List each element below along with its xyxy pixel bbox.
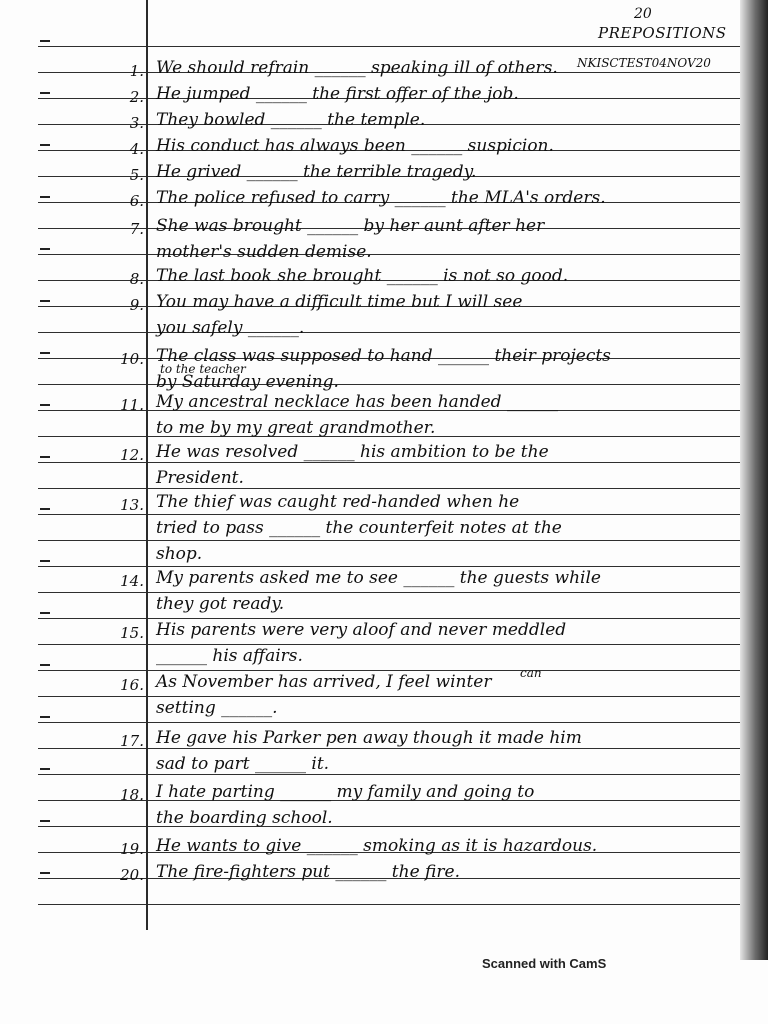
binding-mark — [40, 716, 50, 718]
question-text-line: As November has arrived, I feel winter — [156, 672, 492, 692]
binding-mark — [40, 508, 50, 510]
question-text-line: shop. — [156, 544, 203, 564]
binding-mark — [40, 768, 50, 770]
question-text-line: He wants to give ______ smoking as it is hazardous. — [156, 836, 598, 856]
rule-line — [38, 540, 740, 541]
question-number: 7. — [129, 220, 144, 238]
question-number: 6. — [129, 192, 144, 210]
binding-mark — [40, 92, 50, 94]
rule-line — [38, 566, 740, 567]
question-text-line: The police refused to carry ______ the MLA's orders. — [156, 188, 606, 208]
question-text-line: His parents were very aloof and never meddled — [156, 620, 567, 640]
question-text-line: My ancestral necklace has been handed ______ — [156, 392, 558, 412]
q16-inserted-note: can — [520, 666, 542, 680]
question-text-line: They bowled ______ the temple. — [156, 110, 426, 130]
binding-mark — [40, 872, 50, 874]
question-number: 1. — [129, 62, 144, 80]
rule-line — [38, 332, 740, 333]
q10-inserted-note: to the teacher — [160, 362, 246, 376]
question-number: 17. — [120, 732, 144, 750]
binding-mark — [40, 352, 50, 354]
binding-mark — [40, 404, 50, 406]
question-number: 13. — [120, 496, 144, 514]
question-number: 10. — [120, 350, 144, 368]
rule-line — [38, 826, 740, 827]
question-text-line: ______ his affairs. — [156, 646, 303, 666]
question-text-line: The thief was caught red-handed when he — [156, 492, 520, 512]
rule-line — [38, 618, 740, 619]
question-number: 20. — [120, 866, 144, 884]
binding-mark — [40, 40, 50, 42]
question-text-line: I hate parting ______ my family and going to — [156, 782, 535, 802]
binding-mark — [40, 612, 50, 614]
question-text-line: My parents asked me to see ______ the guests while — [156, 568, 601, 588]
binding-mark — [40, 664, 50, 666]
question-text-line: You may have a difficult time but I will see — [156, 292, 523, 312]
page-edge-shadow — [740, 0, 768, 960]
question-number: 18. — [120, 786, 144, 804]
rule-line — [38, 46, 740, 47]
question-number: 11. — [120, 396, 144, 414]
question-text-line: The last book she brought ______ is not so good. — [156, 266, 569, 286]
question-text-line: mother's sudden demise. — [156, 242, 372, 262]
question-text-line: sad to part ______ it. — [156, 754, 330, 774]
question-text-line: He was resolved ______ his ambition to be the — [156, 442, 549, 462]
question-text-line: He jumped ______ the first offer of the job. — [156, 84, 519, 104]
binding-mark — [40, 144, 50, 146]
page-title: PREPOSITIONS — [598, 24, 727, 42]
question-number: 2. — [129, 88, 144, 106]
rule-line — [38, 774, 740, 775]
rule-line — [38, 670, 740, 671]
question-number: 19. — [120, 840, 144, 858]
binding-mark — [40, 560, 50, 562]
rule-line — [38, 722, 740, 723]
rule-line — [38, 592, 740, 593]
question-text-line: He gave his Parker pen away though it made him — [156, 728, 582, 748]
question-text-line: His conduct has always been ______ suspicion. — [156, 136, 554, 156]
question-text-line: The class was supposed to hand ______ their projects — [156, 346, 611, 366]
question-text-line: She was brought ______ by her aunt after her — [156, 216, 545, 236]
question-number: 8. — [129, 270, 144, 288]
question-number: 16. — [120, 676, 144, 694]
rule-line — [38, 904, 740, 905]
binding-mark — [40, 300, 50, 302]
rule-line — [38, 384, 740, 385]
question-text-line: by Saturday evening. — [156, 372, 339, 392]
rule-line — [38, 254, 740, 255]
binding-mark — [40, 820, 50, 822]
margin-line — [146, 0, 148, 930]
question-text-line: setting ______. — [156, 698, 278, 718]
question-text-line: President. — [156, 468, 244, 488]
question-text-line: We should refrain ______ speaking ill of others. — [156, 58, 558, 78]
rule-line — [38, 514, 740, 515]
rule-line — [38, 644, 740, 645]
test-code: NKISCTEST04NOV20 — [577, 56, 711, 70]
question-text-line: they got ready. — [156, 594, 285, 614]
binding-mark — [40, 248, 50, 250]
question-text-line: the boarding school. — [156, 808, 333, 828]
question-number: 14. — [120, 572, 144, 590]
question-number: 12. — [120, 446, 144, 464]
question-text-line: He grived ______ the terrible tragedy. — [156, 162, 477, 182]
question-number: 15. — [120, 624, 144, 642]
scanner-watermark: Scanned with CamS — [482, 956, 607, 971]
question-number: 4. — [129, 140, 144, 158]
binding-mark — [40, 456, 50, 458]
binding-mark — [40, 196, 50, 198]
question-number: 9. — [129, 296, 144, 314]
rule-line — [38, 696, 740, 697]
question-text-line: you safely ______. — [156, 318, 305, 338]
question-text-line: to me by my great grandmother. — [156, 418, 436, 438]
question-text-line: The fire-fighters put ______ the fire. — [156, 862, 460, 882]
question-number: 5. — [129, 166, 144, 184]
question-text-line: tried to pass ______ the counterfeit notes at the — [156, 518, 562, 538]
rule-line — [38, 488, 740, 489]
question-number: 3. — [129, 114, 144, 132]
page-number: 20 — [634, 6, 652, 22]
